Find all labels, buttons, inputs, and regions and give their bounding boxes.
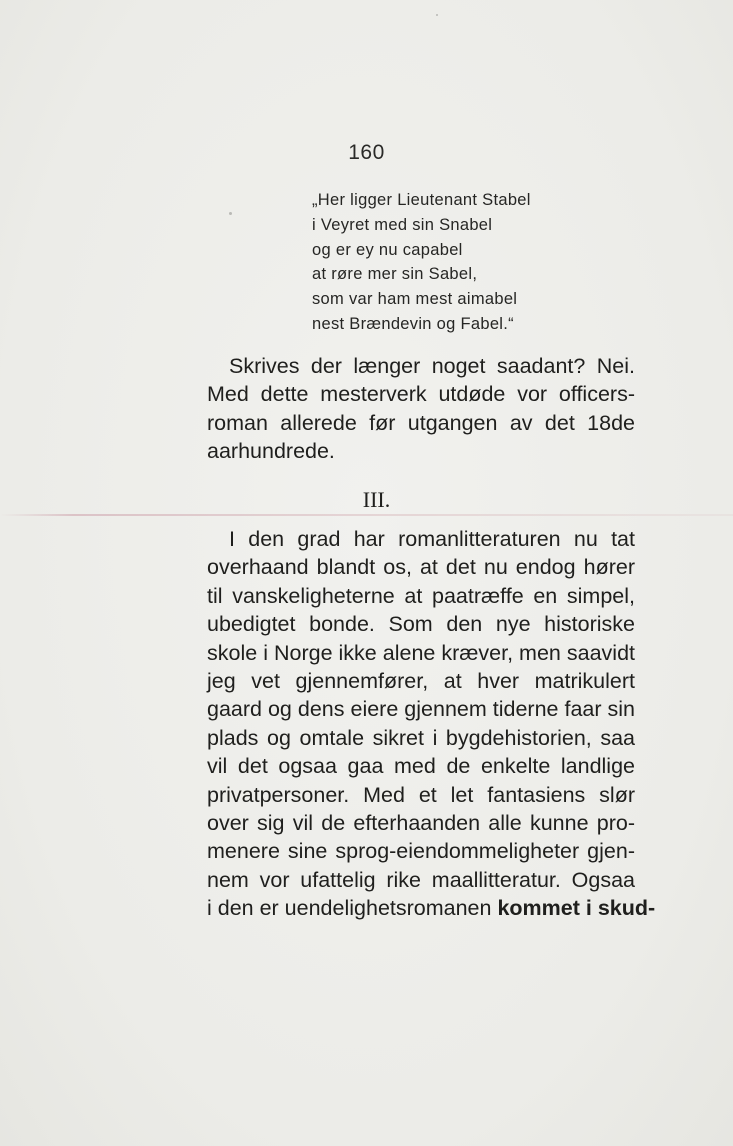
text-line-final <box>207 894 656 922</box>
section-heading: III. <box>362 487 391 512</box>
page-number: 160 <box>348 141 385 164</box>
page-fold-line <box>0 514 733 516</box>
verse-line: nest Brændevin og Fabel.“ <box>312 314 514 333</box>
text-line: overhaand blandt os, at det nu endog hører <box>207 555 635 580</box>
text-line: Med dette mesterverk utdøde vor officers- <box>207 382 635 407</box>
text-line-plain-part: i den er uendelighetsromanen <box>207 896 498 921</box>
verse-line: at røre mer sin Sabel, <box>312 265 478 284</box>
text-line: jeg vet gjennemfører, at hver matrikulert <box>207 669 635 694</box>
text-line: nem vor ufattelig rike maallitteratur. Ogsaa <box>207 867 635 892</box>
paper-speck <box>229 212 232 215</box>
text-line: plads og omtale sikret i bygdehistorien, saa <box>207 725 635 750</box>
epitaph-verse <box>312 188 612 337</box>
text-line: vil det ogsaa gaa med de enkelte landlige <box>207 754 635 779</box>
text-line: skole i Norge ikke alene kræver, men saavidt <box>207 640 635 665</box>
verse-line: „Her ligger Lieutenant Stabel <box>312 191 531 209</box>
text-line-bold-part: kommet i skud- <box>497 896 656 921</box>
text-line: til vanskeligheterne at paatræffe en simpel, <box>207 583 635 608</box>
text-line: over sig vil de efterhaanden alle kunne pro- <box>207 811 635 836</box>
verse-line: i Veyret med sin Snabel <box>312 215 493 234</box>
text-line: roman allerede før utgangen av det 18de <box>207 410 635 435</box>
text-line: I den grad har romanlitteraturen nu tat <box>229 527 635 551</box>
paper-speck <box>436 14 438 16</box>
text-line: privatpersoner. Med et let fantasiens slør <box>207 782 635 807</box>
text-line: gaard og dens eiere gjennem tiderne faar sin <box>207 697 635 722</box>
text-line: aarhundrede. <box>207 439 335 464</box>
paragraph-1 <box>207 352 635 466</box>
text-line: ubedigtet bonde. Som den nye historiske <box>207 612 635 637</box>
verse-line: som var ham mest aimabel <box>312 290 518 309</box>
text-line: Skrives der længer noget saadant? Nei. <box>229 354 635 378</box>
paragraph-2 <box>207 525 656 923</box>
text-line: menere sine sprog-eiendommeligheter gjen- <box>207 839 635 864</box>
verse-line: og er ey nu capabel <box>312 240 463 259</box>
